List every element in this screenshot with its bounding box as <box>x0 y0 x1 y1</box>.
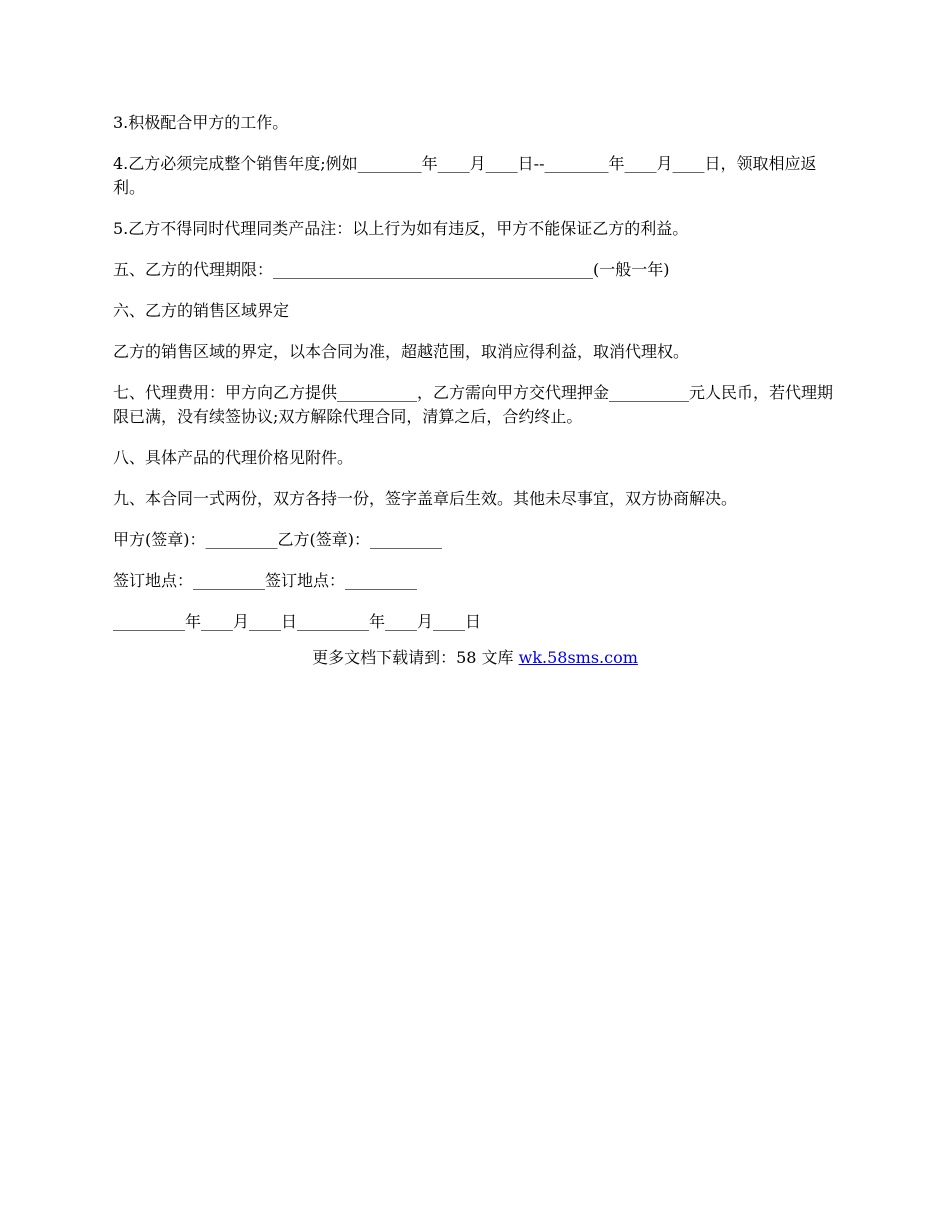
footer-link[interactable]: wk.58sms.com <box>518 648 638 667</box>
footer-text: 更多文档下载请到：58 文库 <box>312 648 519 667</box>
signature-line: 甲方(签章)：_________乙方(签章)：_________ <box>113 530 442 549</box>
section-8-pricing: 八、具体产品的代理价格见附件。 <box>113 448 354 467</box>
clause-3: 3.积极配合甲方的工作。 <box>113 113 289 132</box>
section-6-body: 乙方的销售区域的界定，以本合同为准，超越范围，取消应得利益，取消代理权。 <box>113 342 690 361</box>
section-7-fees: 七、代理费用：甲方向乙方提供__________，乙方需向甲方交代理押金__________元人民币，若代理期限已满，没有续签协议;双方解除代理合同，清算之后，合约终止。 <box>113 383 834 426</box>
section-9-copies: 九、本合同一式两份，双方各持一份，签字盖章后生效。其他未尽事宜，双方协商解决。 <box>113 489 738 508</box>
download-footer <box>0 646 950 670</box>
section-5-term: 五、乙方的代理期限：________________________________________(一般一年) <box>113 260 670 279</box>
contract-body <box>113 111 843 651</box>
section-6-heading: 六、乙方的销售区域界定 <box>113 301 290 320</box>
signing-place-line: 签订地点：_________签订地点：_________ <box>113 571 418 590</box>
date-line: _________年____月____日_________年____月____日 <box>113 612 482 631</box>
clause-5: 5.乙方不得同时代理同类产品注：以上行为如有违反，甲方不能保证乙方的利益。 <box>113 219 689 238</box>
clause-4: 4.乙方必须完成整个销售年度;例如________年____月____日--________年____月____日，领取相应返利。 <box>113 154 817 197</box>
